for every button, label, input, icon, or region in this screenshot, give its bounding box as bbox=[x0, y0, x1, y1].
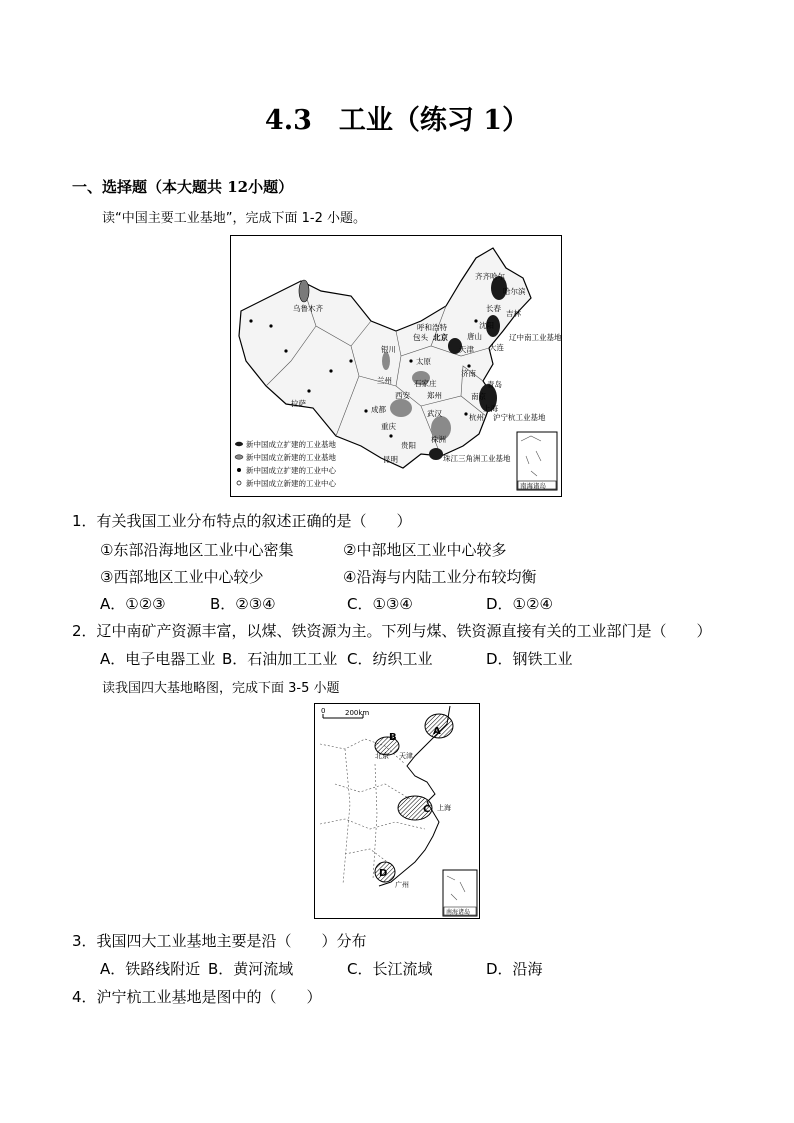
q2-option-d: D．钢铁工业 bbox=[486, 650, 573, 668]
map2-label-c: C bbox=[423, 804, 431, 815]
svg-text:新中国成立扩建的工业基地: 新中国成立扩建的工业基地 bbox=[246, 440, 336, 449]
svg-text:郑州: 郑州 bbox=[427, 391, 442, 400]
svg-text:乌鲁木齐: 乌鲁木齐 bbox=[293, 304, 323, 313]
svg-text:珠江三角洲工业基地: 珠江三角洲工业基地 bbox=[443, 454, 511, 463]
map-figure bbox=[231, 236, 561, 496]
q1-statement-2: ②中部地区工业中心较多 bbox=[343, 541, 507, 559]
q1-option-a: A．①②③ bbox=[100, 595, 166, 613]
svg-text:株洲: 株洲 bbox=[431, 435, 446, 444]
intro-text-2: 读我国四大基地略图，完成下面 3-5 小题 bbox=[102, 681, 340, 696]
svg-text:包头: 包头 bbox=[413, 333, 428, 342]
svg-text:呼和浩特: 呼和浩特 bbox=[417, 323, 447, 332]
svg-text:沈阳: 沈阳 bbox=[479, 321, 494, 330]
svg-text:唐山: 唐山 bbox=[467, 332, 482, 341]
svg-text:辽中南工业基地: 辽中南工业基地 bbox=[509, 333, 561, 342]
svg-text:重庆: 重庆 bbox=[381, 422, 396, 431]
q3-option-b: B．黄河流域 bbox=[208, 960, 294, 978]
svg-text:大连: 大连 bbox=[489, 343, 504, 352]
four-bases-map bbox=[314, 703, 480, 919]
map2-scale-label: 200km bbox=[345, 709, 370, 717]
q1-statement-3: ③西部地区工业中心较少 bbox=[100, 568, 264, 586]
svg-text:新中国成立新建的工业中心: 新中国成立新建的工业中心 bbox=[246, 479, 336, 488]
q1-statement-4: ④沿海与内陆工业分布较均衡 bbox=[343, 568, 537, 586]
svg-text:齐齐哈尔: 齐齐哈尔 bbox=[475, 272, 505, 281]
svg-text:新中国成立扩建的工业中心: 新中国成立扩建的工业中心 bbox=[246, 466, 336, 475]
question-2-stem: 2．辽中南矿产资源丰富，以煤、铁资源为主。下列与煤、铁资源直接有关的工业部门是（ ） bbox=[72, 622, 712, 640]
svg-text:北京: 北京 bbox=[433, 333, 448, 342]
map2-label-b: B bbox=[389, 732, 397, 743]
svg-text:长春: 长春 bbox=[486, 304, 501, 313]
svg-text:吉林: 吉林 bbox=[506, 309, 521, 318]
svg-text:南京: 南京 bbox=[471, 392, 486, 401]
svg-text:济南: 济南 bbox=[461, 369, 476, 378]
svg-text:武汉: 武汉 bbox=[427, 409, 442, 418]
svg-text:银川: 银川 bbox=[381, 345, 396, 354]
svg-text:成都: 成都 bbox=[371, 405, 386, 414]
svg-text:西安: 西安 bbox=[395, 391, 410, 400]
q3-option-a: A．铁路线附近 bbox=[100, 960, 201, 978]
svg-text:新中国成立新建的工业基地: 新中国成立新建的工业基地 bbox=[246, 453, 336, 462]
question-4-stem: 4．沪宁杭工业基地是图中的（ ） bbox=[72, 988, 322, 1006]
svg-text:石家庄: 石家庄 bbox=[414, 379, 437, 388]
svg-text:天津: 天津 bbox=[459, 345, 474, 354]
map2-figure bbox=[315, 704, 479, 918]
map2-label-a: A bbox=[433, 726, 441, 737]
svg-text:兰州: 兰州 bbox=[377, 376, 392, 385]
map2-label-beijing: 北京 bbox=[375, 752, 389, 760]
svg-text:沪宁杭工业基地: 沪宁杭工业基地 bbox=[493, 413, 546, 422]
question-3-stem: 3．我国四大工业基地主要是沿（ ）分布 bbox=[72, 932, 367, 950]
q1-statement-1: ①东部沿海地区工业中心密集 bbox=[100, 541, 294, 559]
q3-option-d: D．沿海 bbox=[486, 960, 543, 978]
china-industrial-map bbox=[230, 235, 562, 497]
map2-label-shanghai: 上海 bbox=[437, 804, 451, 812]
intro-text-1: 读“中国主要工业基地”，完成下面 1-2 小题。 bbox=[102, 211, 366, 226]
question-1-stem: 1．有关我国工业分布特点的叙述正确的是（ ） bbox=[72, 512, 412, 530]
q2-option-c: C．纺织工业 bbox=[347, 650, 433, 668]
map2-label-d: D bbox=[379, 868, 388, 879]
map2-label-tianjin: 天津 bbox=[399, 752, 413, 760]
section-heading: 一、选择题（本大题共 12小题） bbox=[72, 178, 294, 196]
svg-text:杭州: 杭州 bbox=[469, 413, 484, 422]
svg-text:哈尔滨: 哈尔滨 bbox=[503, 287, 526, 296]
q2-option-b: B．石油加工工业 bbox=[222, 650, 338, 668]
page-title: 4.3 工业（练习 1） bbox=[264, 105, 530, 136]
q1-option-d: D．①②④ bbox=[486, 595, 553, 613]
svg-text:昆明: 昆明 bbox=[383, 455, 398, 464]
q3-option-c: C．长江流域 bbox=[347, 960, 433, 978]
map2-inset-label: 南海诸岛 bbox=[446, 909, 471, 916]
map2-label-guangzhou: 广州 bbox=[395, 881, 409, 889]
svg-text:贵阳: 贵阳 bbox=[401, 441, 416, 450]
map2-scale-zero: 0 bbox=[321, 707, 326, 715]
q1-option-c: C．①③④ bbox=[347, 595, 413, 613]
svg-text:拉萨: 拉萨 bbox=[291, 399, 306, 408]
q1-option-b: B．②③④ bbox=[210, 595, 276, 613]
svg-text:上海: 上海 bbox=[483, 404, 498, 413]
q2-option-a: A．电子电器工业 bbox=[100, 650, 216, 668]
svg-text:太原: 太原 bbox=[416, 357, 431, 366]
map1-inset-label: 南海诸岛 bbox=[520, 482, 546, 490]
svg-text:青岛: 青岛 bbox=[487, 380, 502, 389]
